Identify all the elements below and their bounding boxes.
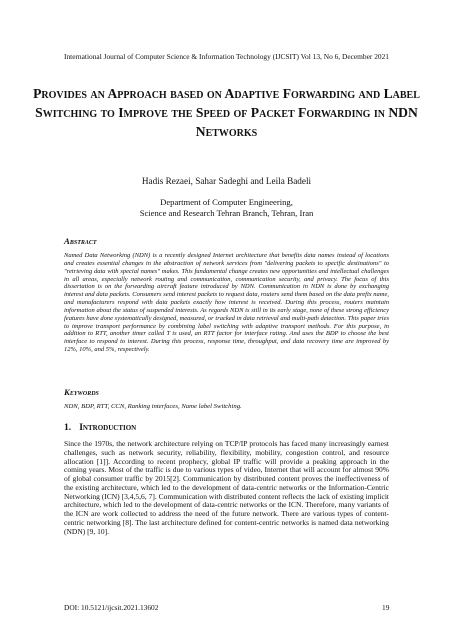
page-number: 19 [382,603,390,612]
abstract-text: Named Data Networking (NDN) is a recently designed Internet architecture that benefits data names instead of locations and creates essential changes in the abstraction of network services from "delivering packets to specific destinations" to "retrieving data with special names" makes. This fundamental change creates new opportunities and intellectual challenges in all areas, especially network routing and communication, communication security, and privacy. The focus of this dissertation is on the forwarding aircraft feature introduced by NDN. Communication in NDN is done by exchanging interest and data packets. Consumers send interest packets to request data, routers send them based on the data prefix name, and manufacturers respond with data packets exactly how interest is received. During this process, routers maintain information about the status of suspended interests. As regards NDN is still in its early stage, none of these strong efficiency features have done systematically designed, measured, or tracked in data retrieval and multi-path detection. This paper tries to improve transport performance by combining label switching with adaptive transport methods. For this purpose, in addition to RTT, another timer called T is used, an RTT factor for interface rating. And uses the BDP to choose the best interface to respond to interest. During this process, response time, throughput, and data recovery time are improved by 12%, 10%, and 5%, respectively. [64,252,389,354]
affiliation-line-institution: Science and Research Tehran Branch, Tehran, Iran [139,208,314,218]
affiliation-line-department: Department of Computer Engineering, [160,197,293,207]
doi-footer: DOI: 10.5121/ijcsit.2021.13602 [64,603,159,612]
affiliation [0,197,453,219]
keywords-heading: Keywords [64,387,99,397]
keywords-text: NDN, BDP, RTT, CCN, Ranking interfaces, Name label Switching. [64,403,242,410]
abstract-heading: Abstract [64,236,97,246]
section-title: Introduction [79,422,137,433]
section-number: 1. [64,422,72,433]
introduction-text: Since the 1970s, the network architecture relying on TCP/IP protocols has faced many increasingly earnest challenges, such as network security, reliability, flexibility, mobility, congestion control, and resource allocation [1]]. According to recent prophecy, global IP traffic will provide a peaking approach in the coming years. Most of the traffic is due to various types of video, Internet that will account for almost 90% of global consumer traffic by 2015[2]. Communication by distributed content proves the ineffectiveness of the existing architecture, which led to the development of data-centric networks or the Information-Centric Networking (ICN) [3,4,5,6, 7]. Communication with distributed content reflects the lack of existing implicit architecture, which led to the development of data-centric networks or the ICN. Therefore, many variants of the ICN are work collected to address the need of the future network. There are various types of content-centric networking [8]. The last architecture defined for content-centric networks is named data networking (NDN) [9, 10]. [64,439,389,536]
author-list: Hadis Rezaei, Sahar Sadeghi and Leila Badeli [141,176,312,186]
journal-header: International Journal of Computer Science & Information Technology (IJCSIT) Vol 13, No 6, December 2021 [63,52,389,61]
introduction-heading [64,422,136,433]
paper-title: Provides an Approach based on Adaptive Forwarding and Label Switching to Improve the Speed of Packet Forwarding in NDN Networks [33,86,420,139]
